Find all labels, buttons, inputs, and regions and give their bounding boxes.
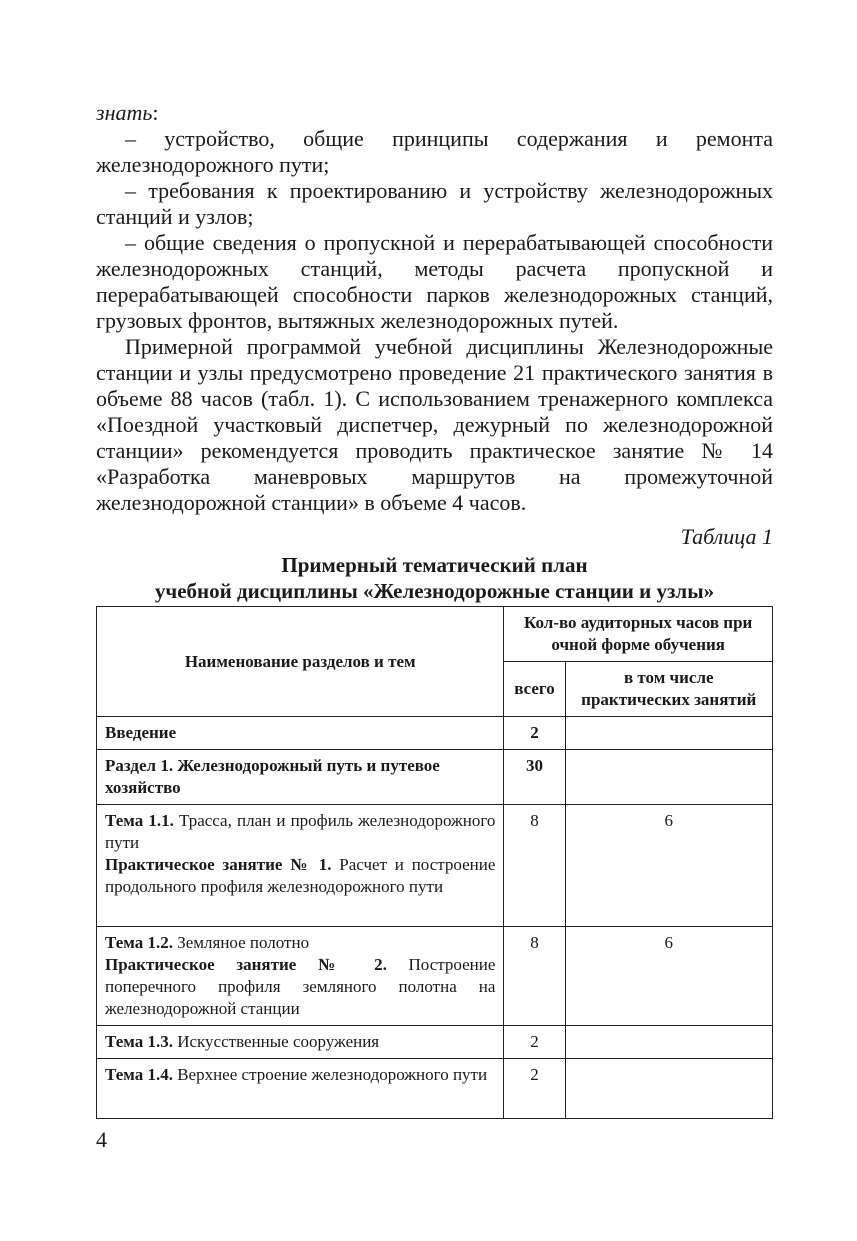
row-name <box>97 1059 504 1119</box>
thematic-plan-table <box>96 606 773 1119</box>
page-content <box>96 100 773 1119</box>
table-row <box>97 805 773 927</box>
row-name <box>97 805 504 927</box>
practice-label: Практическое занятие № 1. <box>105 855 332 874</box>
topic-label: Тема 1.1. <box>105 811 174 830</box>
topic-text: Верхнее строение железнодорожного пути <box>172 1065 488 1084</box>
practice-text: Расчет и построение продольного профиля железнодорожного пути <box>105 855 496 896</box>
table-title-line1: Примерный тематический план <box>281 553 588 577</box>
list-item: – устройство, общие принципы содержания и ремонта железнодорожного пути; <box>96 126 773 177</box>
table-header-row <box>97 607 773 662</box>
know-heading <box>96 100 773 126</box>
topic-text: Земляное полотно <box>172 933 310 952</box>
table-row <box>97 1059 773 1119</box>
topic-text: Искусственные сооружения <box>172 1032 380 1051</box>
page-number: 4 <box>96 1127 107 1152</box>
table-row <box>97 927 773 1026</box>
topic-label: Тема 1.4. <box>105 1065 173 1084</box>
header-total: всего <box>504 662 565 717</box>
topic-text: Трасса, план и профиль железнодорожного пути <box>105 811 496 852</box>
table-row <box>97 1026 773 1059</box>
row-total: 2 <box>504 1059 565 1119</box>
list-item: – требования к проектированию и устройству железнодорожных станций и узлов; <box>96 178 773 229</box>
header-hours: Кол-во аудиторных часов при очной форме обучения <box>504 607 773 662</box>
topic-label: Тема 1.2. <box>105 933 173 952</box>
know-label: знать <box>96 100 153 125</box>
row-total: 8 <box>504 927 565 1026</box>
row-practical <box>565 1059 772 1119</box>
row-name: Раздел 1. Железнодорожный путь и путевое хозяйство <box>97 750 504 805</box>
body-paragraph: Примерной программой учебной дисциплины Железнодорожные станции и узлы предусмотрено проведение 21 практического занятия в объеме 88 часов (табл. 1). С использованием тренажерного комплекса «Поездной участковый диспетчер, дежурный по железнодорожной станции» рекомендуется проводить практическое занятие № 14 «Разработка маневровых маршрутов на промежуточной железнодорожной станции» в объеме 4 часов. <box>96 334 773 515</box>
header-practical: в том числе практических занятий <box>565 662 772 717</box>
row-name <box>97 1026 504 1059</box>
list-item: – общие сведения о пропускной и перерабатывающей способности железнодорожных станций, методы расчета пропускной и перерабатывающей способности парков железнодорожных станций, грузовых фронтов, вытяжных железнодорожных путей. <box>96 230 773 333</box>
row-practical: 6 <box>565 805 772 927</box>
row-total: 2 <box>504 717 565 750</box>
row-name: Введение <box>97 717 504 750</box>
topic-label: Тема 1.3. <box>105 1032 173 1051</box>
row-name <box>97 927 504 1026</box>
table-row <box>97 750 773 805</box>
row-practical <box>565 750 772 805</box>
know-colon: : <box>152 100 159 125</box>
practice-text: Построение поперечного профиля земляного полотна на железнодорожной станции <box>105 955 496 1018</box>
table-row <box>97 717 773 750</box>
practice-label: Практическое занятие № 2. <box>105 955 387 974</box>
row-total: 8 <box>504 805 565 927</box>
table-caption: Таблица 1 <box>680 524 773 549</box>
row-total: 2 <box>504 1026 565 1059</box>
row-practical: 6 <box>565 927 772 1026</box>
row-practical <box>565 1026 772 1059</box>
row-practical <box>565 717 772 750</box>
header-name: Наименование разделов и тем <box>97 607 504 717</box>
table-title-line2: учебной дисциплины «Железнодорожные станции и узлы» <box>154 579 715 603</box>
row-total: 30 <box>504 750 565 805</box>
